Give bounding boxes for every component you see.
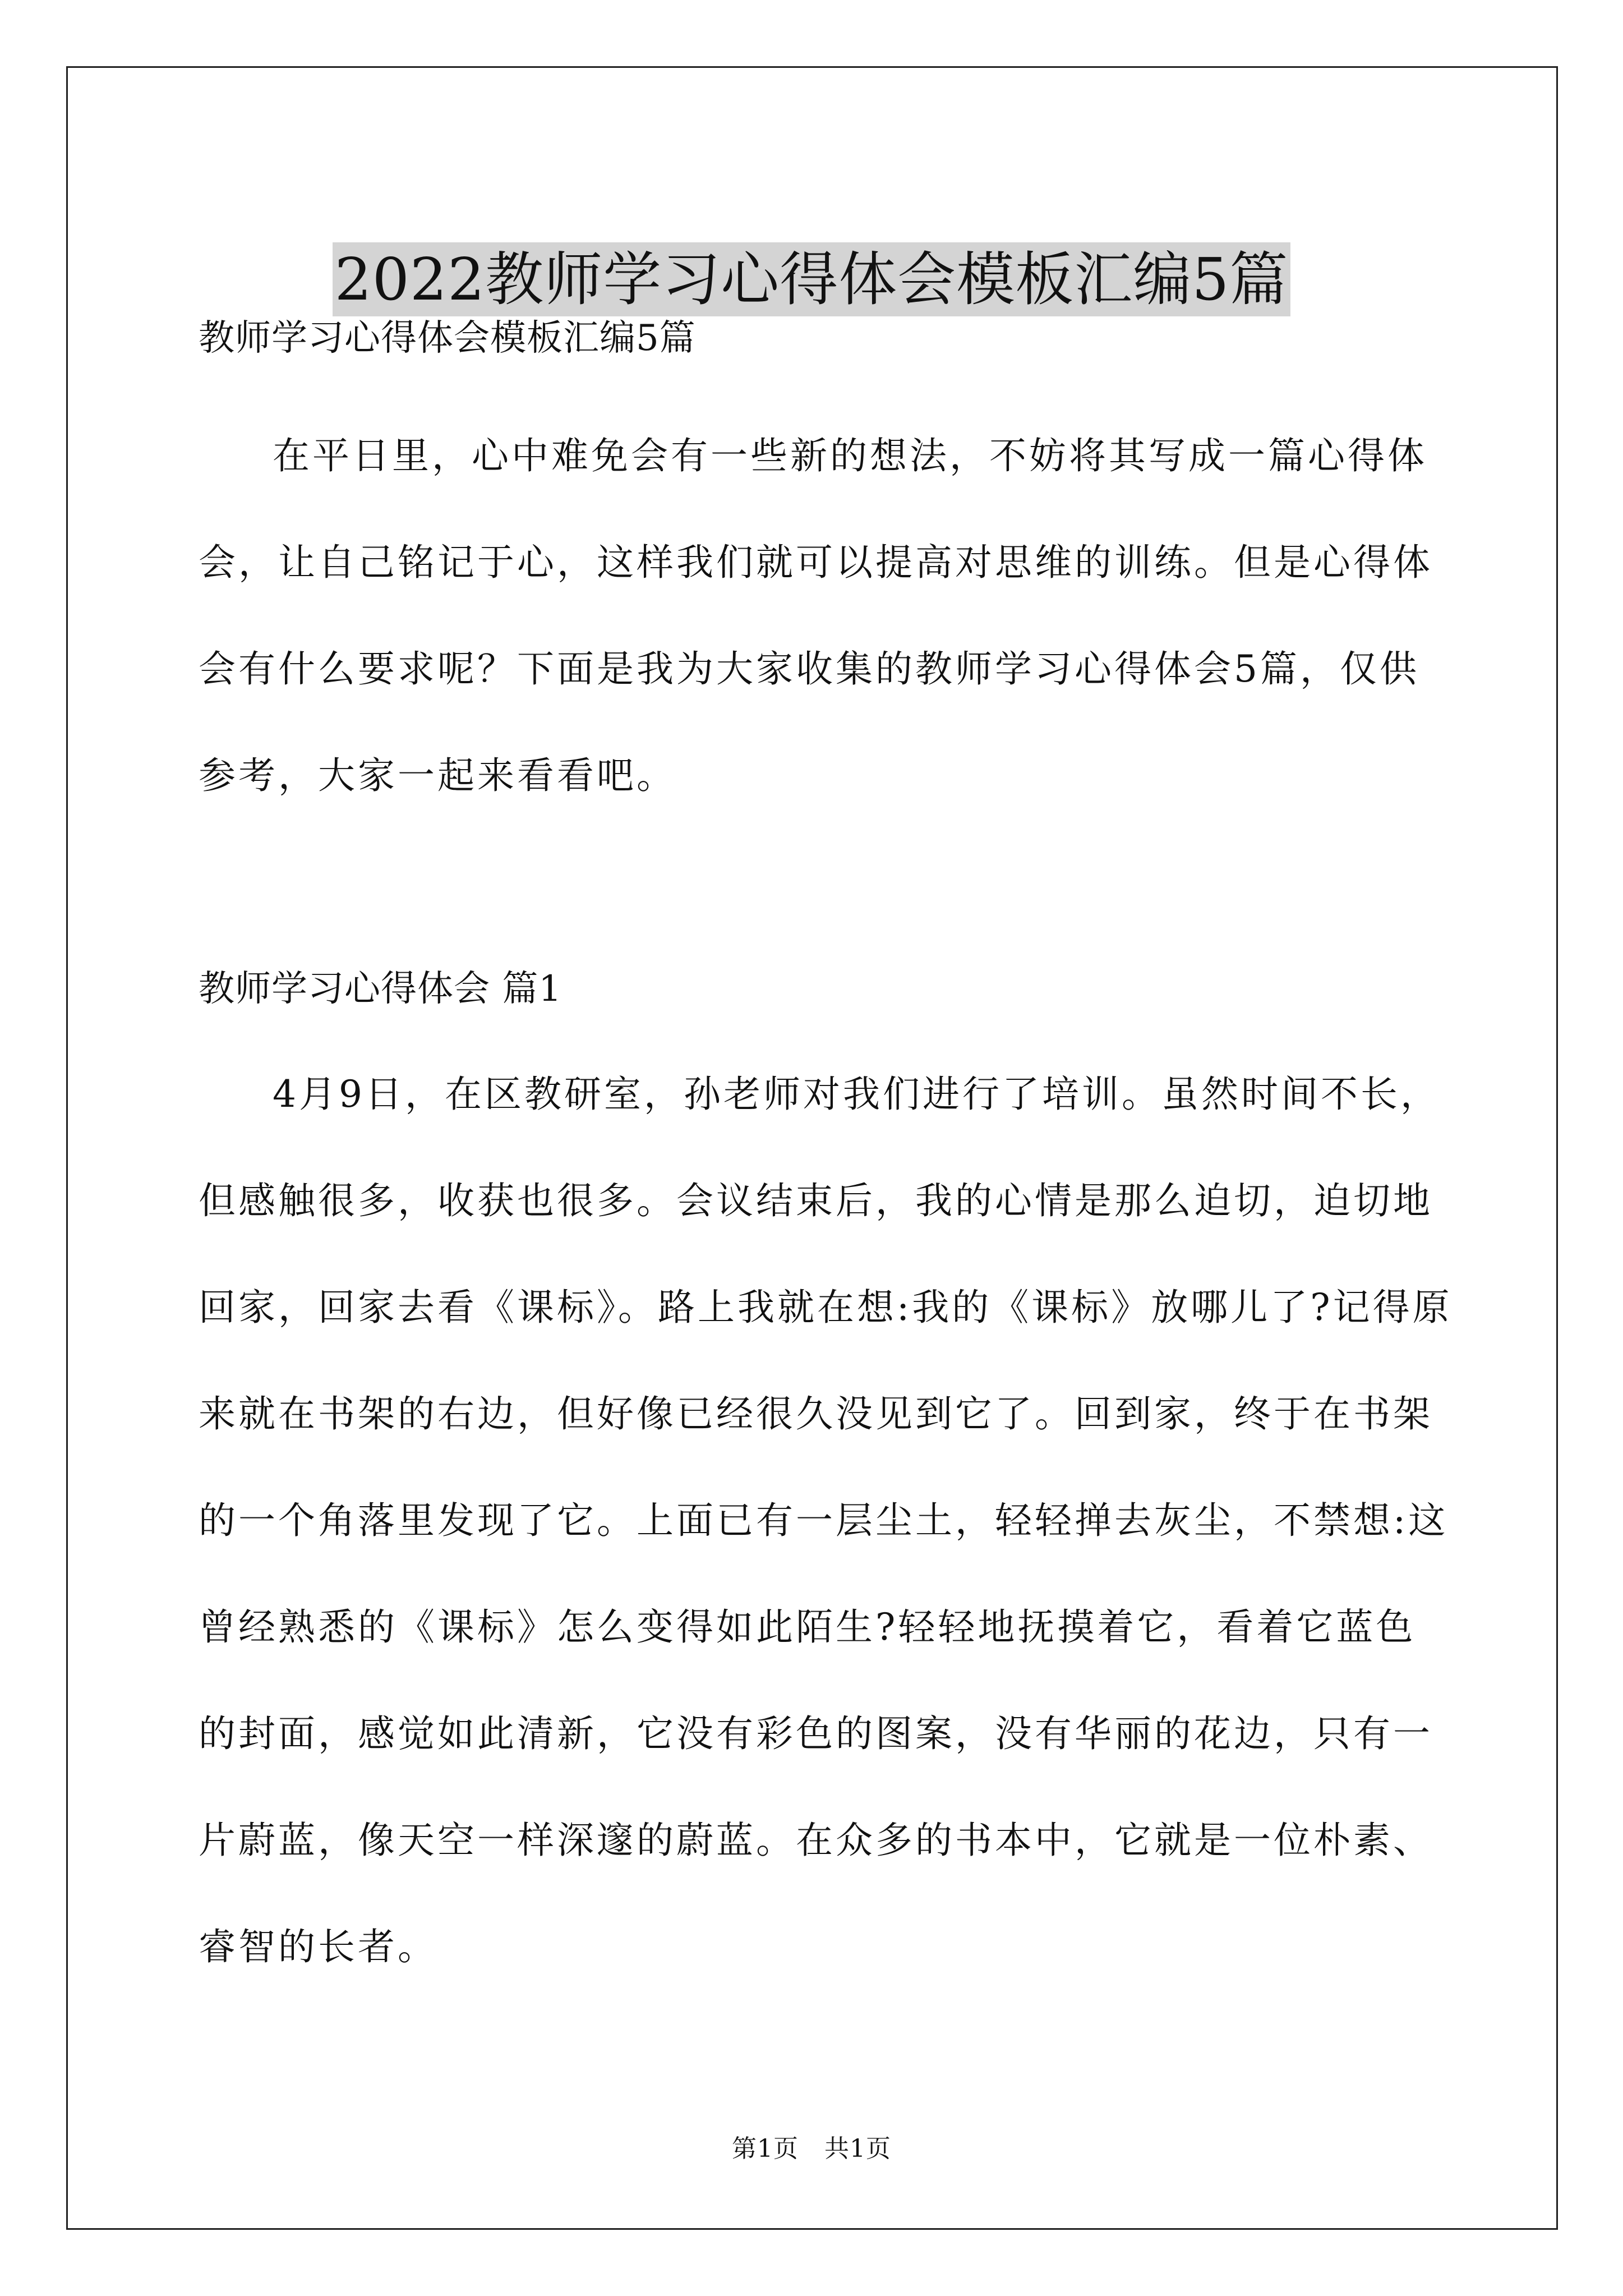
document-body	[199, 313, 1455, 2000]
page-total: 共1页	[824, 2134, 891, 2163]
page-number: 第1页	[732, 2134, 799, 2163]
document-title: 2022教师学习心得体会模板汇编5篇	[333, 242, 1291, 316]
intro-paragraph: 在平日里，心中难免会有一些新的想法，不妨将其写成一篇心得体会，让自己铭记于心，这样我们就可以提高对思维的训练。但是心得体会有什么要求呢？下面是我为大家收集的教师学习心得体会5篇，仅供参考，大家一起来看看吧。	[199, 434, 1433, 797]
page-footer	[0, 2133, 1623, 2165]
document-subtitle: 教师学习心得体会模板汇编5篇	[199, 318, 696, 359]
section-heading: 教师学习心得体会 篇1	[199, 968, 562, 1010]
section-paragraph: 4月9日，在区教研室，孙老师对我们进行了培训。虽然时间不长，但感触很多，收获也很多。会议结束后，我的心情是那么迫切，迫切地回家，回家去看《课标》。路上我就在想:我的《课标》放哪儿了?记得原来就在书架的右边，但好像已经很久没见到它了。回到家，终于在书架的一个角落里发现了它。上面已有一层尘土，轻轻掸去灰尘，不禁想:这曾经熟悉的《课标》怎么变得如此陌生?轻轻地抚摸着它，看着它蓝色的封面，感觉如此清新，它没有彩色的图案，没有华丽的花边，只有一片蔚蓝，像天空一样深邃的蔚蓝。在众多的书本中，它就是一位朴素、睿智的长者。	[199, 1073, 1453, 1968]
